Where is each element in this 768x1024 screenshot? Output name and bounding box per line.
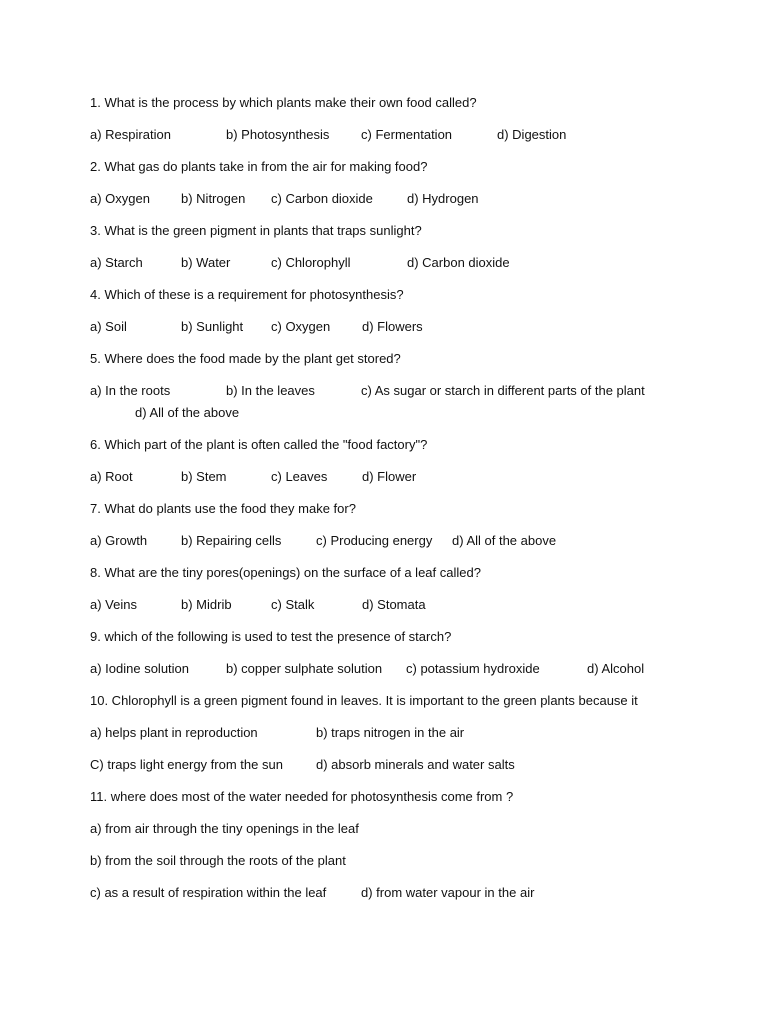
option-c: c) Carbon dioxide bbox=[271, 191, 373, 206]
question-1: 1. What is the process by which plants make their own food called? bbox=[90, 95, 477, 110]
option-a: a) Growth bbox=[90, 533, 148, 548]
option-a: a) from air through the tiny openings in the leaf bbox=[90, 821, 359, 836]
option-d: d) Flowers bbox=[362, 319, 423, 334]
option-a: a) In the roots bbox=[90, 383, 171, 398]
question-8: 8. What are the tiny pores(openings) on the surface of a leaf called? bbox=[90, 565, 481, 580]
option-b: b) Nitrogen bbox=[181, 191, 246, 206]
question-6: 6. Which part of the plant is often called the "food factory"? bbox=[90, 437, 428, 452]
option-d: d) All of the above bbox=[452, 533, 557, 548]
option-b: b) traps nitrogen in the air bbox=[316, 725, 465, 740]
option-d: d) Flower bbox=[362, 469, 417, 484]
option-c: c) Oxygen bbox=[271, 319, 331, 334]
option-b: b) Photosynthesis bbox=[226, 127, 330, 142]
option-c: c) Leaves bbox=[271, 469, 328, 484]
option-a: a) Iodine solution bbox=[90, 661, 190, 676]
option-d: d) Alcohol bbox=[587, 661, 645, 676]
option-c: c) Producing energy bbox=[316, 533, 433, 548]
option-a: a) Oxygen bbox=[90, 191, 150, 206]
option-a: a) helps plant in reproduction bbox=[90, 725, 258, 740]
option-d: d) Stomata bbox=[362, 597, 426, 612]
option-a: a) Root bbox=[90, 469, 133, 484]
option-b: b) Midrib bbox=[181, 597, 232, 612]
option-d: d) Carbon dioxide bbox=[407, 255, 510, 270]
option-b: b) copper sulphate solution bbox=[226, 661, 383, 676]
option-c: c) Chlorophyll bbox=[271, 255, 351, 270]
option-c: c) as a result of respiration within the leaf bbox=[90, 885, 327, 900]
option-b: b) Stem bbox=[181, 469, 227, 484]
option-a: a) Soil bbox=[90, 319, 127, 334]
question-3: 3. What is the green pigment in plants that traps sunlight? bbox=[90, 223, 422, 238]
question-4: 4. Which of these is a requirement for photosynthesis? bbox=[90, 287, 404, 302]
option-c: C) traps light energy from the sun bbox=[90, 757, 283, 772]
option-d-wrapped: d) All of the above bbox=[135, 405, 240, 420]
question-9: 9. which of the following is used to test the presence of starch? bbox=[90, 629, 452, 644]
option-d: d) absorb minerals and water salts bbox=[316, 757, 515, 772]
option-b: b) Repairing cells bbox=[181, 533, 282, 548]
question-2: 2. What gas do plants take in from the air for making food? bbox=[90, 159, 428, 174]
option-c: c) potassium hydroxide bbox=[406, 661, 540, 676]
question-10: 10. Chlorophyll is a green pigment found in leaves. It is important to the green plants because it bbox=[90, 693, 638, 708]
option-b: b) Water bbox=[181, 255, 231, 270]
option-a: a) Respiration bbox=[90, 127, 171, 142]
question-11: 11. where does most of the water needed for photosynthesis come from ? bbox=[90, 789, 514, 804]
option-a: a) Veins bbox=[90, 597, 137, 612]
option-a: a) Starch bbox=[90, 255, 143, 270]
option-b: b) Sunlight bbox=[181, 319, 244, 334]
option-d: d) Hydrogen bbox=[407, 191, 479, 206]
option-b: b) from the soil through the roots of the plant bbox=[90, 853, 346, 868]
option-d: d) from water vapour in the air bbox=[361, 885, 535, 900]
option-c: c) Stalk bbox=[271, 597, 315, 612]
question-7: 7. What do plants use the food they make for? bbox=[90, 501, 356, 516]
option-d: d) Digestion bbox=[497, 127, 567, 142]
option-b: b) In the leaves bbox=[226, 383, 315, 398]
option-c: c) Fermentation bbox=[361, 127, 453, 142]
question-5: 5. Where does the food made by the plant get stored? bbox=[90, 351, 401, 366]
option-c: c) As sugar or starch in different parts of the plant bbox=[361, 383, 645, 398]
